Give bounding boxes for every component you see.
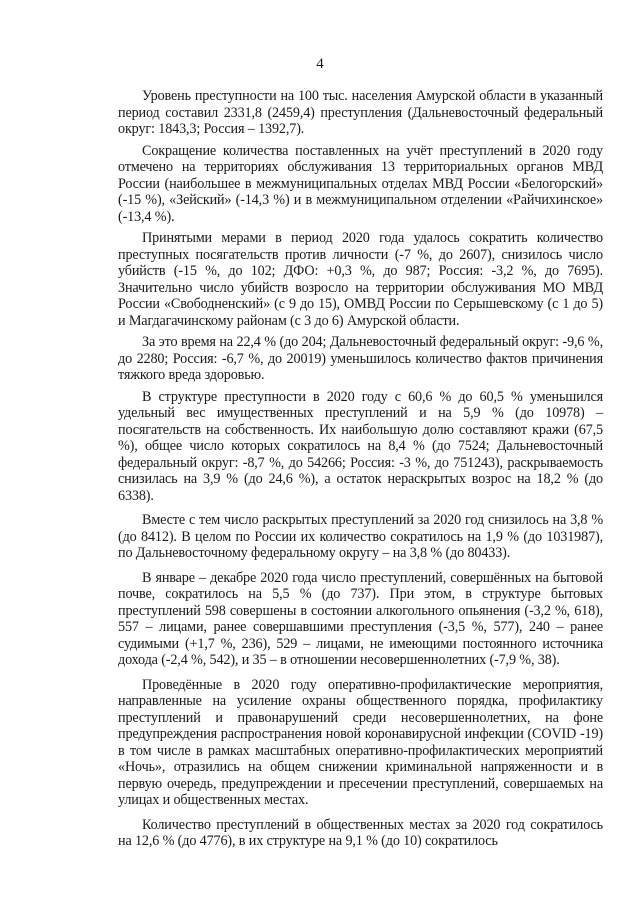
- paragraph-territorial-reduction: Сокращение количества поставленных на учёт преступлений в 2020 году отмечено на территориях обслуживания 13 территориальных органов МВД России (наибольшее в межмуниципальных отделах МВД России «Белогорский» (-15 %), «Зейский» (-14,3 %) и в межмуниципальном отделении «Райчихинское» (-13,4 %).: [118, 142, 603, 225]
- paragraph-preventive-measures: Проведённые в 2020 году оперативно-профилактические мероприятия, направленные на усиление охраны общественного порядка, профилактику преступлений и правонарушений среди несовершеннолетних, на фоне предупреждения распространения новой коронавирусной инфекции (COVID -19) в том числе в рамках масштабных оперативно-профилактических мероприятий «Ночь», отразились на общем снижении криминальной напряженности и в первую очередь, предупреждении и пресечении преступлений, совершаемых на улицах и общественных местах.: [118, 676, 603, 808]
- paragraph-domestic-crimes: В январе – декабре 2020 года число преступлений, совершённых на бытовой почве, сократилось на 5,5 % (до 737). При этом, в структуре бытовых преступлений 598 совершены в состоянии алкогольного опьянения (-3,2 %, 618), 557 – лицами, ранее совершавшими преступления (-3,5 %, 577), 240 – ранее судимыми (+1,7 %, 236), 529 – лицами, не имеющими постоянного источника дохода (-2,4 %, 542), и 35 – в отношении несовершеннолетних (-7,9 %, 38).: [118, 569, 603, 668]
- paragraph-public-places: Количество преступлений в общественных местах за 2020 год сократилось на 12,6 % (до 4776), в их структуре на 9,1 % (до 10) сократилось: [118, 816, 603, 849]
- paragraph-crimes-against-person: Принятыми мерами в период 2020 года удалось сократить количество преступных посягательств против личности (-7 %, до 2607), снизилось число убийств (-15 %, до 102; ДФО: +0,3 %, до 987; Россия: -3,2 %, до 7695). Значительно число убийств возросло на территории обслуживания МО МВД России «Свободненский» (с 9 до 15), ОМВД России по Серышевскому (с 1 до 5) и Магдагачинскому районам (с 3 до 6) Амурской области.: [118, 230, 603, 329]
- paragraph-solved-crimes: Вместе с тем число раскрытых преступлений за 2020 год снизилось на 3,8 % (до 8412). В целом по России их количество сократилось на 1,9 % (до 1031987), по Дальневосточному федеральному округу – на 3,8 % (до 80433).: [118, 512, 603, 561]
- paragraph-grievous-harm: За это время на 22,4 % (до 204; Дальневосточный федеральный округ: -9,6 %, до 2280; Россия: -6,7 %, до 20019) уменьшилось количество фактов причинения тяжкого вреда здоровью.: [118, 334, 603, 383]
- paragraph-property-crimes: В структуре преступности в 2020 году с 60,6 % до 60,5 % уменьшился удельный вес имущественных преступлений и на 5,9 % (до 10978) – посягательств на собственность. Их наибольшую долю составляют кражи (67,5 %), общее число которых сократилось на 8,4 % (до 7524; Дальневосточный федеральный округ: -8,7 %, до 54266; Россия: -3 %, до 751243), раскрываемость снизилась на 3,9 % (до 24,6 %), а остаток нераскрытых возрос на 18,2 % (до 6338).: [118, 388, 603, 504]
- document-body: [118, 88, 603, 855]
- page-number: 4: [316, 56, 324, 72]
- paragraph-crime-rate: Уровень преступности на 100 тыс. населения Амурской области в указанный период составил 2331,8 (2459,4) преступления (Дальневосточный федеральный округ: 1843,3; Россия – 1392,7).: [118, 88, 603, 137]
